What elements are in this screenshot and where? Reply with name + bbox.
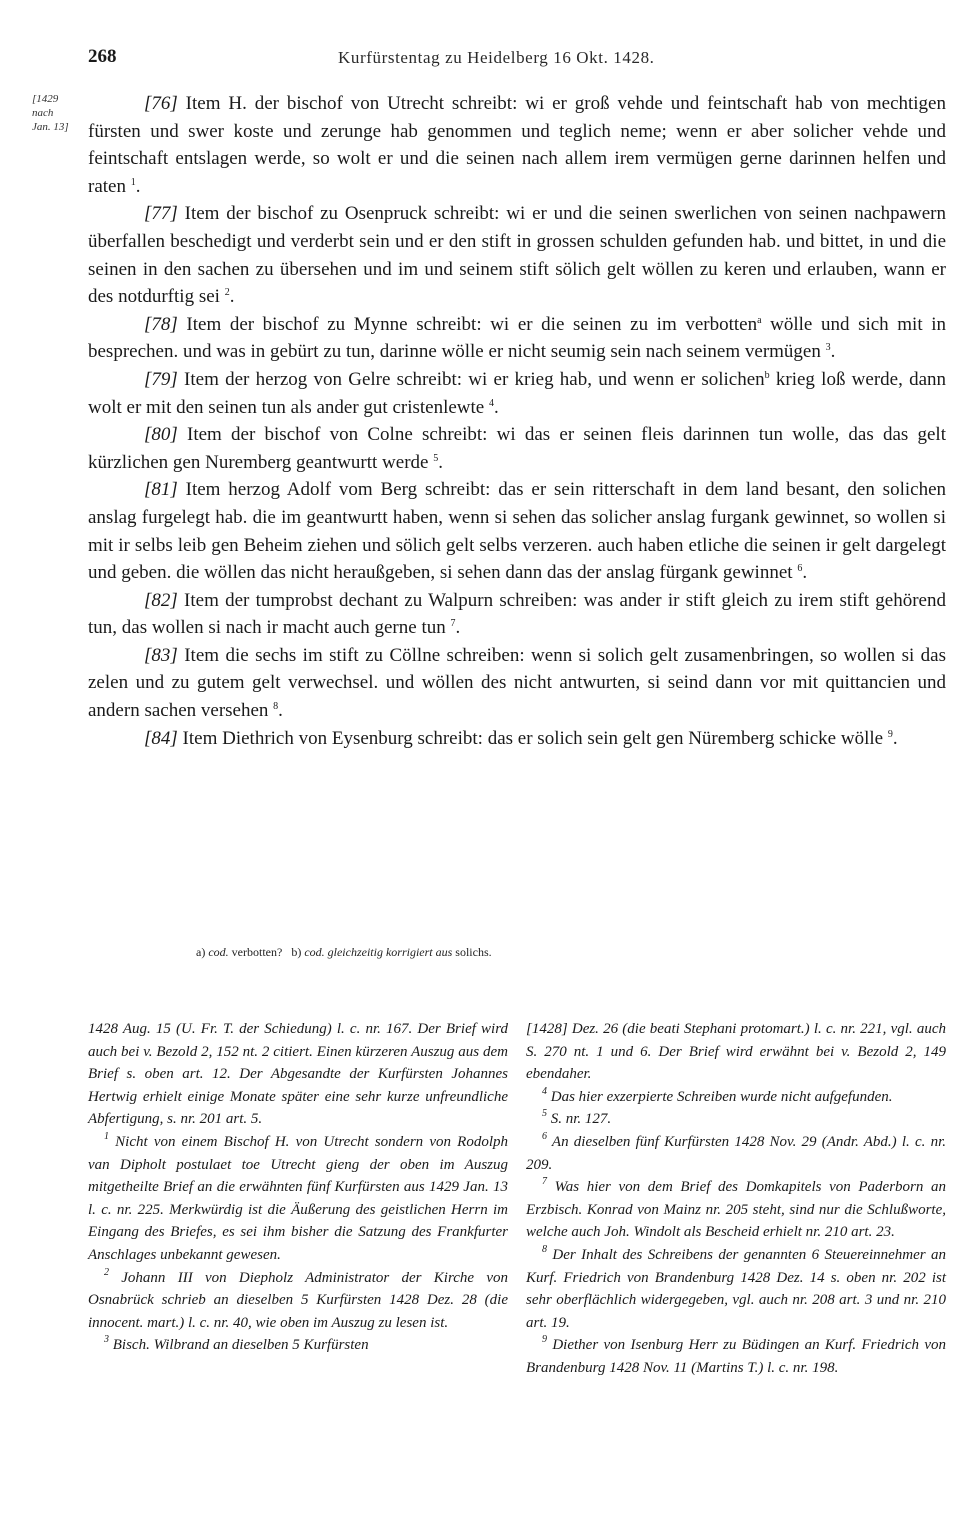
article-tail: .	[802, 562, 808, 584]
footnote-text: Nicht von einem Bischof H. von Utrecht sondern von Rodolph van Dipholt postulaet toe Utrecht gieng der oben im Auszug mitgetheilte Brief an die erwähnten fünf Kurfürsten aus 1429 Jan. 13 l. c. nr. 225. Merkwürdig ist die Äußerung des geistlichen Herrn im Eingang des Briefes, es sei ihm bisher die Satzung des Frankfurter Anschlages unbekannt gewesen.	[88, 1133, 508, 1263]
footnote-ref: 7	[450, 618, 456, 630]
footnote-text: An dieselben fünf Kurfürsten 1428 Nov. 29 (Andr. Abd.) l. c. nr. 209.	[526, 1133, 946, 1173]
footnote	[88, 1267, 508, 1335]
footnote: [1428] Dez. 26 (die beati Stephani protomart.) l. c. nr. 221, vgl. auch S. 270 nt. 1 und 6. Der Brief wird erwähnt bei v. Bezold 2, 149 ebendaher.	[526, 1021, 946, 1083]
article-84	[88, 725, 946, 753]
footnote-text: Das hier exzerpierte Schreiben wurde nicht aufgefunden.	[547, 1088, 893, 1105]
footnote-number: 1	[104, 1130, 109, 1142]
footnote-number: 6	[542, 1130, 547, 1142]
article-number: [83]	[144, 644, 178, 666]
main-text	[88, 90, 946, 752]
footnote-number: 9	[542, 1334, 547, 1346]
article-number: [78]	[144, 313, 178, 335]
article-text: Item Diethrich von Eysenburg schreibt: das er solich sein gelt gen Nüremberg schicke wölle	[177, 727, 884, 749]
article-text: Item herzog Adolf vom Berg schreibt: das er sein ritterschaft in dem land besant, den solichen anslag furgelegt hab. die im geantwurtt haben, wenn si sehen das solicher anslag furgank gewinnet, so wollen si mit ir selbs leib gen Beheim ziehen und sölich gelt selbs verzeren. auch haben etliche die seinen ir gelt dargelegt und geben. die wöllen das nicht heraußgeben, si sehen dann das der anslag fürgank gewinnet	[88, 479, 946, 584]
margin-note-line: Jan. 13]	[32, 121, 69, 133]
footnote-number: 7	[542, 1176, 547, 1188]
footnote-number: 3	[104, 1334, 109, 1346]
margin-date-note	[32, 92, 84, 134]
footnote	[88, 1131, 508, 1267]
apparatus-ref: b	[764, 369, 770, 381]
footnote-text: Johann III von Diepholz Administrator der Kirche von Osnabrück schrieb an dieselben 5 Kurfürsten 1428 Dez. 28 (die innocent. mart.) l. c. nr. 40, wie oben im Auszug zu lesen ist.	[88, 1269, 508, 1331]
footnote-text: Was hier von dem Brief des Domkapitels von Paderborn an Erzbisch. Konrad von Mainz nr. 205 steht, sind nur die Schlußworte, welche auch Joh. Windolt als Bescheid erhielt nr. 210 art. 23.	[526, 1179, 946, 1241]
page-number: 268	[88, 46, 117, 67]
footnote-number: 4	[542, 1085, 547, 1097]
footnote: 1428 Aug. 15 (U. Fr. T. der Schiedung) l. c. nr. 167. Der Brief wird auch bei v. Bezold 2, 152 nt. 2 citiert. Einen kürzeren Auszug aus dem Brief s. oben art. 12. Der Abgesandte der Kurfürsten Johannes Hertwig erhielt einige Monate später eine sehr kurze unfreundliche Abfertigung, s. nr. 201 art. 5.	[88, 1021, 508, 1128]
footnote-ref: 5	[433, 452, 439, 464]
footnote	[526, 1131, 946, 1176]
article-text: krieg loß werde, dann wolt er mit den seinen tun als ander gut cristenlewte	[88, 368, 946, 418]
apparatus-note: cod.	[208, 945, 229, 959]
article-tail: .	[830, 341, 836, 363]
article-tail: .	[455, 617, 461, 639]
footnote	[526, 1086, 946, 1109]
apparatus-note: cod. gleichzeitig korrigiert aus	[304, 945, 453, 959]
footnote-text: Bisch. Wilbrand an dieselben 5 Kurfürsten	[109, 1337, 369, 1354]
article-number: [80]	[144, 424, 178, 446]
article-number: [84]	[144, 727, 178, 749]
article-text: Item der herzog von Gelre schreibt: wi er krieg hab, und wenn er solichen	[177, 368, 765, 390]
article-81	[88, 476, 946, 586]
article-76	[88, 90, 946, 200]
footnote	[526, 1244, 946, 1334]
footnote-ref: 2	[224, 287, 230, 299]
article-text: wölle und sich mit in besprechen. und was in gebürt zu tun, darinne wölle er nicht seumig sein nach seinem vermügen	[88, 313, 946, 363]
footnote-ref: 4	[489, 397, 494, 409]
article-text: Item der bischof zu Mynne schreibt: wi er die seinen zu im verbotten	[177, 313, 758, 335]
apparatus-word: solichs.	[452, 945, 492, 959]
apparatus-label: b)	[291, 945, 302, 959]
footnote	[88, 1334, 508, 1357]
footnote-text: S. nr. 127.	[547, 1111, 612, 1128]
footnote-number: 5	[542, 1108, 547, 1120]
article-tail: .	[892, 727, 898, 749]
article-number: [77]	[144, 203, 178, 225]
article-text: Item der bischof zu Osenpruck schreibt: wi er und die seinen swerlichen von seinen nachpawern überfallen beschedigt und verderbt sein und er den stift in grossen schulden gefunden hab. und bittet, in und die seinen in den sachen zu übersehen und im und seinem stift sölich gelt wöllen zu keren und erlauben, wann er des notdurftig sei	[88, 203, 946, 308]
footnotes-right-column	[526, 1018, 946, 1380]
margin-note-line: [1429	[32, 93, 59, 105]
article-text: Item H. der bischof von Utrecht schreibt: wi er groß vehde und feintschaft hab von mechtigen fürsten und swer koste und zerunge hab genommen und teglich neme; wenn er aber solicher vehde und feintschaft entslagen werde, so wolt er und die seinen nach allem irem vermügen gerne darinnen helfen und raten	[88, 93, 946, 197]
article-number: [76]	[144, 93, 178, 114]
footnote-ref: 8	[273, 701, 279, 713]
apparatus-word: verbotten?	[228, 945, 283, 959]
footnote-ref: 6	[797, 563, 803, 575]
footnote-ref: 1	[130, 176, 136, 188]
article-number: [79]	[144, 368, 178, 390]
critical-apparatus	[196, 945, 492, 960]
article-79	[88, 366, 946, 421]
footnote-number: 2	[104, 1266, 109, 1278]
footnote-number: 8	[542, 1243, 547, 1255]
article-text: Item die sechs im stift zu Cöllne schreiben: wenn si solich gelt zusamenbringen, so wollen si das zelen und zu gutem gelt verwechsel. und wöllen des nicht antwurten, si seind dann vor mit quittancien und andern sachen versehen	[88, 644, 946, 722]
article-text: Item der tumprobst dechant zu Walpurn schreiben: was ander ir stift gleich zu irem stift gehörend tun, das wollen si nach ir macht auch gerne tun	[88, 589, 946, 639]
article-80	[88, 421, 946, 476]
footnote-ref: 9	[887, 728, 893, 740]
footnote-text: Der Inhalt des Schreibens der genannten 6 Steuereinnehmer an Kurf. Friedrich von Brandenburg 1428 Dez. 14 s. oben nr. 202 ist sehr oberflächlich widergegeben, vgl. auch nr. 208 art. 3 und nr. 210 art. 19.	[526, 1246, 946, 1331]
article-82	[88, 587, 946, 642]
running-title: Kurfürstentag zu Heidelberg 16 Okt. 1428.	[338, 48, 655, 67]
article-tail: .	[135, 175, 141, 197]
article-number: [81]	[144, 479, 178, 501]
apparatus-label: a)	[196, 945, 206, 959]
footnote	[526, 1334, 946, 1379]
footnote-text: Diether von Isenburg Herr zu Büdingen an Kurf. Friedrich von Brandenburg 1428 Nov. 11 (Martins T.) l. c. nr. 198.	[526, 1337, 946, 1376]
running-header	[88, 46, 942, 72]
article-text: Item der bischof von Colne schreibt: wi das er seinen fleis darinnen tun wolle, das das gelt kürzlichen gen Nuremberg geantwurtt werde	[88, 424, 946, 473]
article-83	[88, 642, 946, 725]
footnote	[526, 1176, 946, 1244]
apparatus-ref: a	[757, 314, 762, 326]
article-tail: .	[494, 396, 499, 418]
footnote	[526, 1108, 946, 1131]
article-tail: .	[278, 700, 283, 722]
article-77	[88, 200, 946, 310]
article-tail: .	[438, 451, 443, 473]
article-tail: .	[229, 286, 235, 308]
article-78	[88, 311, 946, 366]
margin-note-line: nach	[32, 107, 54, 119]
footnotes-left-column	[88, 1018, 508, 1357]
article-number: [82]	[144, 589, 178, 611]
footnote-ref: 3	[825, 342, 831, 354]
